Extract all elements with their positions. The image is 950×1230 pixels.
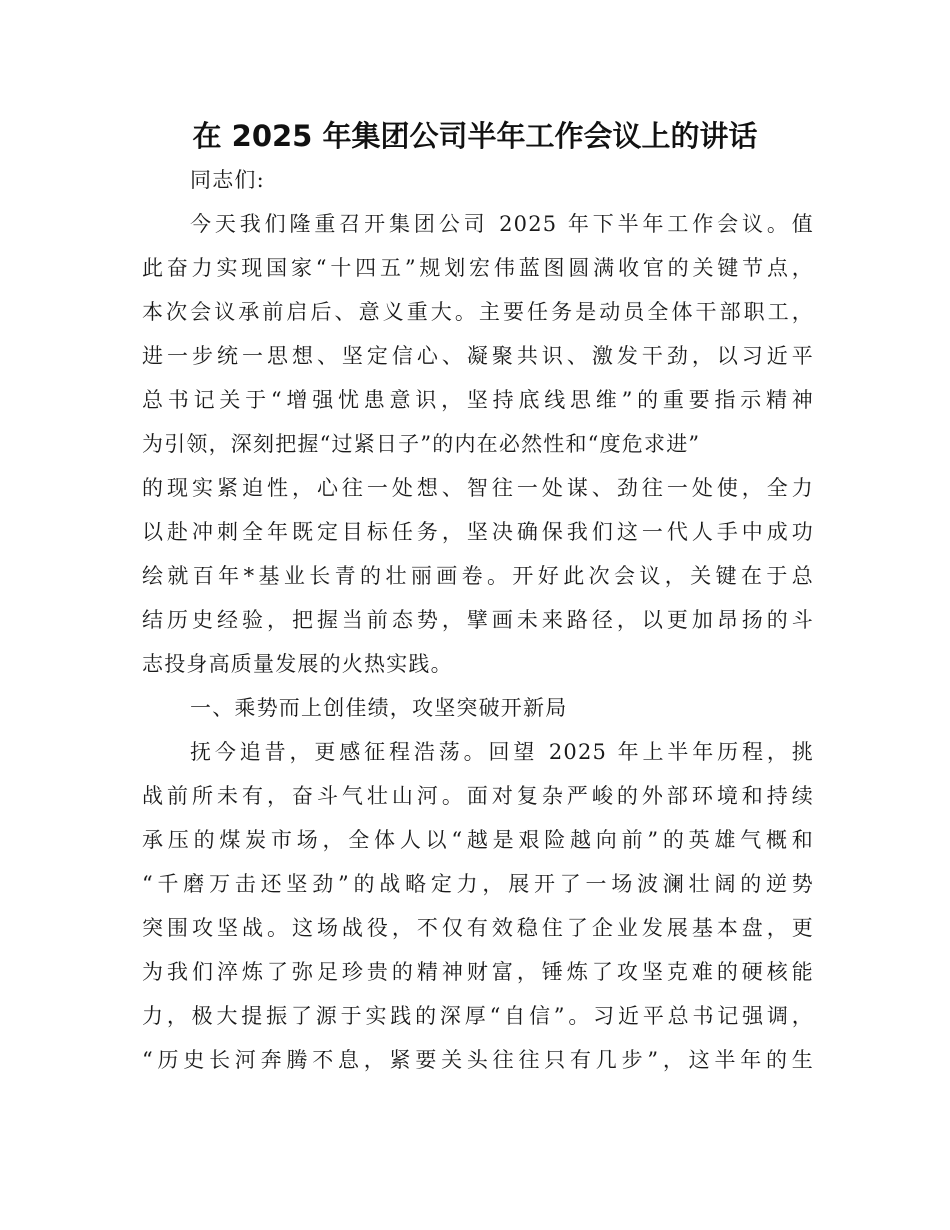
paragraph-2-line: 力，极大提振了源于实践的深厚“自信”。习近平总书记强调， [142,1004,814,1028]
paragraph-1-line: 绘就百年*基业长青的壮丽画卷。开好此次会议，关键在于总 [142,564,814,588]
paragraph-2-line: “千磨万击还坚劲”的战略定力，展开了一场波澜壮阔的逆势 [142,872,814,896]
paragraph-1-line: 为引领，深刻把握“过紧日子”的内在必然性和“度危求进” [142,432,701,456]
paragraph-2-line: 突围攻坚战。这场战役，不仅有效稳住了企业发展基本盘，更 [142,916,814,940]
paragraph-2-line: “历史长河奔腾不息，紧要关头往往只有几步”，这半年的生 [142,1048,814,1072]
paragraph-1-line: 的现实紧迫性，心往一处想、智往一处谋、劲往一处使，全力 [142,476,814,500]
salutation: 同志们: [190,168,265,192]
paragraph-1-line: 志投身高质量发展的火热实践。 [142,652,453,676]
paragraph-1-line: 总书记关于“增强忧患意识，坚持底线思维”的重要指示精神 [142,388,814,412]
paragraph-1-line: 今天我们隆重召开集团公司 2025 年下半年工作会议。值 [190,212,814,236]
paragraph-1-line: 以赴冲刺全年既定目标任务，坚决确保我们这一代人手中成功 [142,520,814,544]
paragraph-2-line: 抚今追昔，更感征程浩荡。回望 2025 年上半年历程，挑 [190,740,814,764]
paragraph-1-line: 此奋力实现国家“十四五”规划宏伟蓝图圆满收官的关键节点， [142,256,814,280]
section-heading: 一、乘势而上创佳绩，攻坚突破开新局 [190,696,568,720]
paragraph-1-line: 进一步统一思想、坚定信心、凝聚共识、激发干劲，以习近平 [142,344,814,368]
paragraph-2-line: 为我们淬炼了弥足珍贵的精神财富，锤炼了攻坚克难的硬核能 [142,960,814,984]
document-title: 在 2025 年集团公司半年工作会议上的讲话 [192,119,758,153]
paragraph-1-line: 本次会议承前启后、意义重大。主要任务是动员全体干部职工， [142,300,814,324]
document-body [142,158,814,1082]
paragraph-1-line: 结历史经验，把握当前态势，擘画未来路径，以更加昂扬的斗 [142,608,814,632]
paragraph-2-line: 战前所未有，奋斗气壮山河。面对复杂严峻的外部环境和持续 [142,784,814,808]
paragraph-2-line: 承压的煤炭市场，全体人以“越是艰险越向前”的英雄气概和 [142,828,814,852]
